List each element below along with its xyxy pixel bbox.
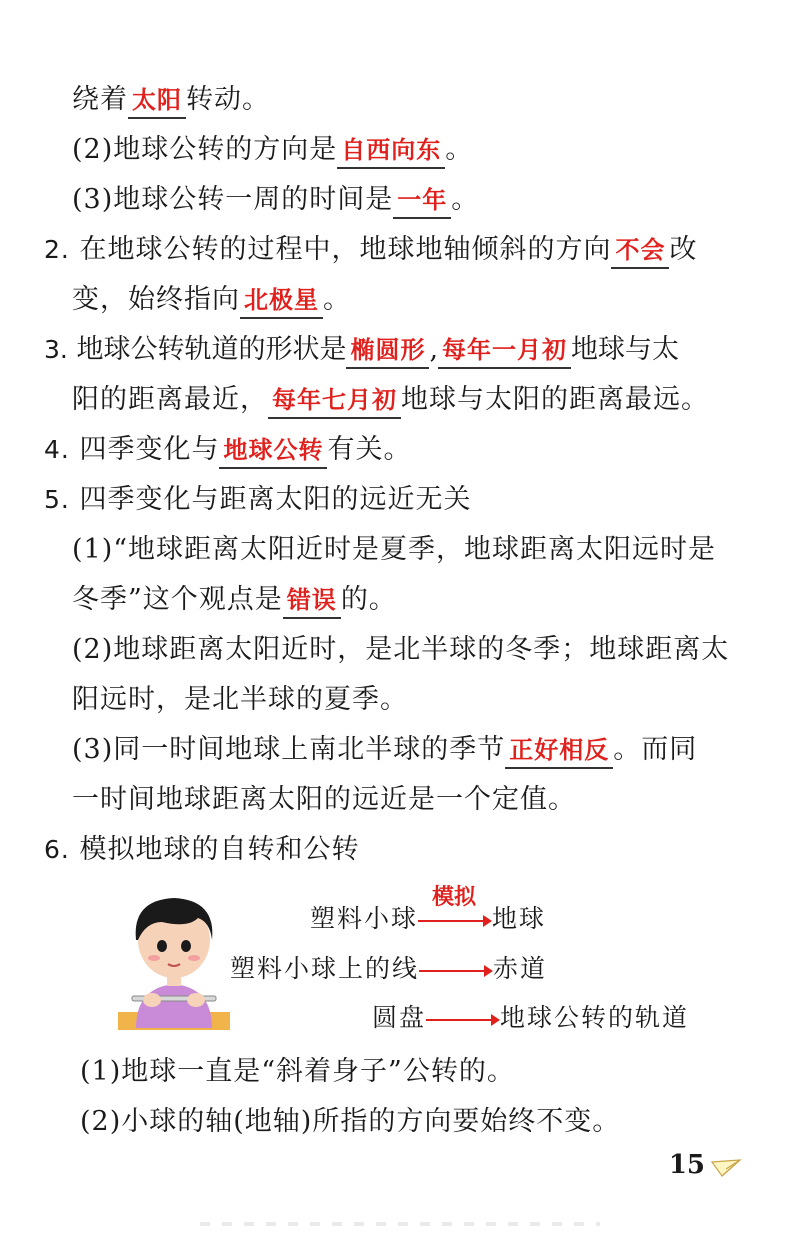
text: 有关。 — [327, 434, 412, 465]
text: 。 — [445, 134, 474, 165]
question-3-cont — [72, 380, 709, 420]
text: 地球与太阳的距离最远。 — [401, 384, 709, 415]
question-6-2: (2)小球的轴(地轴)所指的方向要始终不变。 — [80, 1106, 621, 1137]
question-5-3 — [72, 730, 697, 770]
text: 变，始终指向 — [72, 284, 240, 315]
arrow-icon — [418, 902, 492, 936]
answer-blank: 自西向东 — [337, 133, 445, 169]
text: 。 — [451, 184, 480, 215]
text: 绕着 — [72, 84, 128, 115]
answer-blank: 椭圆形 — [346, 333, 429, 369]
text: 阳的距离最近， — [72, 384, 268, 415]
question-6 — [44, 830, 359, 870]
answer-blank: 太阳 — [128, 83, 186, 119]
divider — [200, 1222, 600, 1226]
text: 。 — [323, 284, 351, 315]
text: 四季变化与距离太阳的远近无关 — [69, 484, 472, 515]
answer-blank: 正好相反 — [505, 733, 613, 769]
text: 地球与太 — [571, 334, 680, 365]
text: (3)地球公转一周的时间是 — [72, 184, 394, 215]
text: 的。 — [340, 584, 397, 615]
question-4 — [44, 430, 411, 470]
answer-blank: 一年 — [393, 183, 451, 219]
answer-line-sun — [72, 80, 270, 120]
real-item: 赤道 — [493, 954, 548, 983]
arrow-icon — [419, 952, 493, 986]
arrow-icon — [426, 1001, 500, 1035]
question-5-2-cont: 阳远时，是北半球的夏季。 — [72, 684, 408, 715]
answer-line-direction — [72, 130, 473, 170]
question-5-1: (1)“地球距离太阳近时是夏季，地球距离太阳远时是 — [72, 534, 717, 565]
question-2 — [44, 230, 697, 270]
diagram-row — [230, 952, 547, 986]
text: (2)地球公转的方向是 — [72, 134, 338, 165]
answer-blank: 地球公转 — [219, 433, 327, 469]
question-5-2: (2)地球距离太阳近时，是北半球的冬季；地球距离太 — [72, 634, 730, 665]
text: 模拟地球的自转和公转 — [69, 834, 360, 865]
question-6-1: (1)地球一直是“斜着身子”公转的。 — [80, 1056, 515, 1087]
question-2-cont — [72, 280, 351, 320]
diagram-row — [372, 1001, 689, 1035]
text: 在地球公转的过程中，地球地轴倾斜的方向 — [69, 234, 612, 265]
text: , — [429, 334, 439, 365]
real-item: 地球公转的轨道 — [500, 1003, 690, 1032]
paper-plane-icon — [710, 1156, 742, 1180]
real-item: 地球 — [492, 904, 547, 933]
text: 冬季”这个观点是 — [72, 584, 283, 615]
answer-blank: 每年一月初 — [438, 333, 571, 369]
question-number: 3. — [44, 335, 68, 364]
question-5-1-cont — [72, 580, 397, 620]
question-number: 5. — [44, 485, 70, 514]
question-5 — [44, 480, 471, 520]
answer-blank: 北极星 — [240, 283, 323, 319]
child-illustration — [118, 888, 230, 1030]
question-number: 6. — [44, 835, 70, 864]
answer-blank: 每年七月初 — [268, 383, 401, 419]
diagram-row — [310, 902, 546, 936]
question-3 — [44, 330, 679, 370]
model-item: 塑料小球上的线 — [230, 954, 420, 983]
question-5-3-cont: 一时间地球距离太阳的远近是一个定值。 — [72, 784, 576, 815]
answer-blank: 不会 — [611, 233, 669, 269]
question-number: 4. — [44, 435, 70, 464]
answer-line-period — [72, 180, 479, 220]
text: (3)同一时间地球上南北半球的季节 — [72, 734, 506, 765]
text: 四季变化与 — [69, 434, 220, 465]
text: 改 — [669, 234, 698, 265]
text: 地球公转轨道的形状是 — [67, 334, 347, 365]
arrow-label: 模拟 — [432, 885, 477, 910]
text: 。而同 — [613, 734, 698, 765]
text: 转动。 — [186, 84, 270, 115]
model-item: 塑料小球 — [310, 904, 419, 933]
question-number: 2. — [44, 235, 70, 264]
model-item: 圆盘 — [372, 1003, 427, 1032]
page-number: 15 — [668, 1150, 705, 1180]
answer-blank: 错误 — [283, 583, 341, 619]
